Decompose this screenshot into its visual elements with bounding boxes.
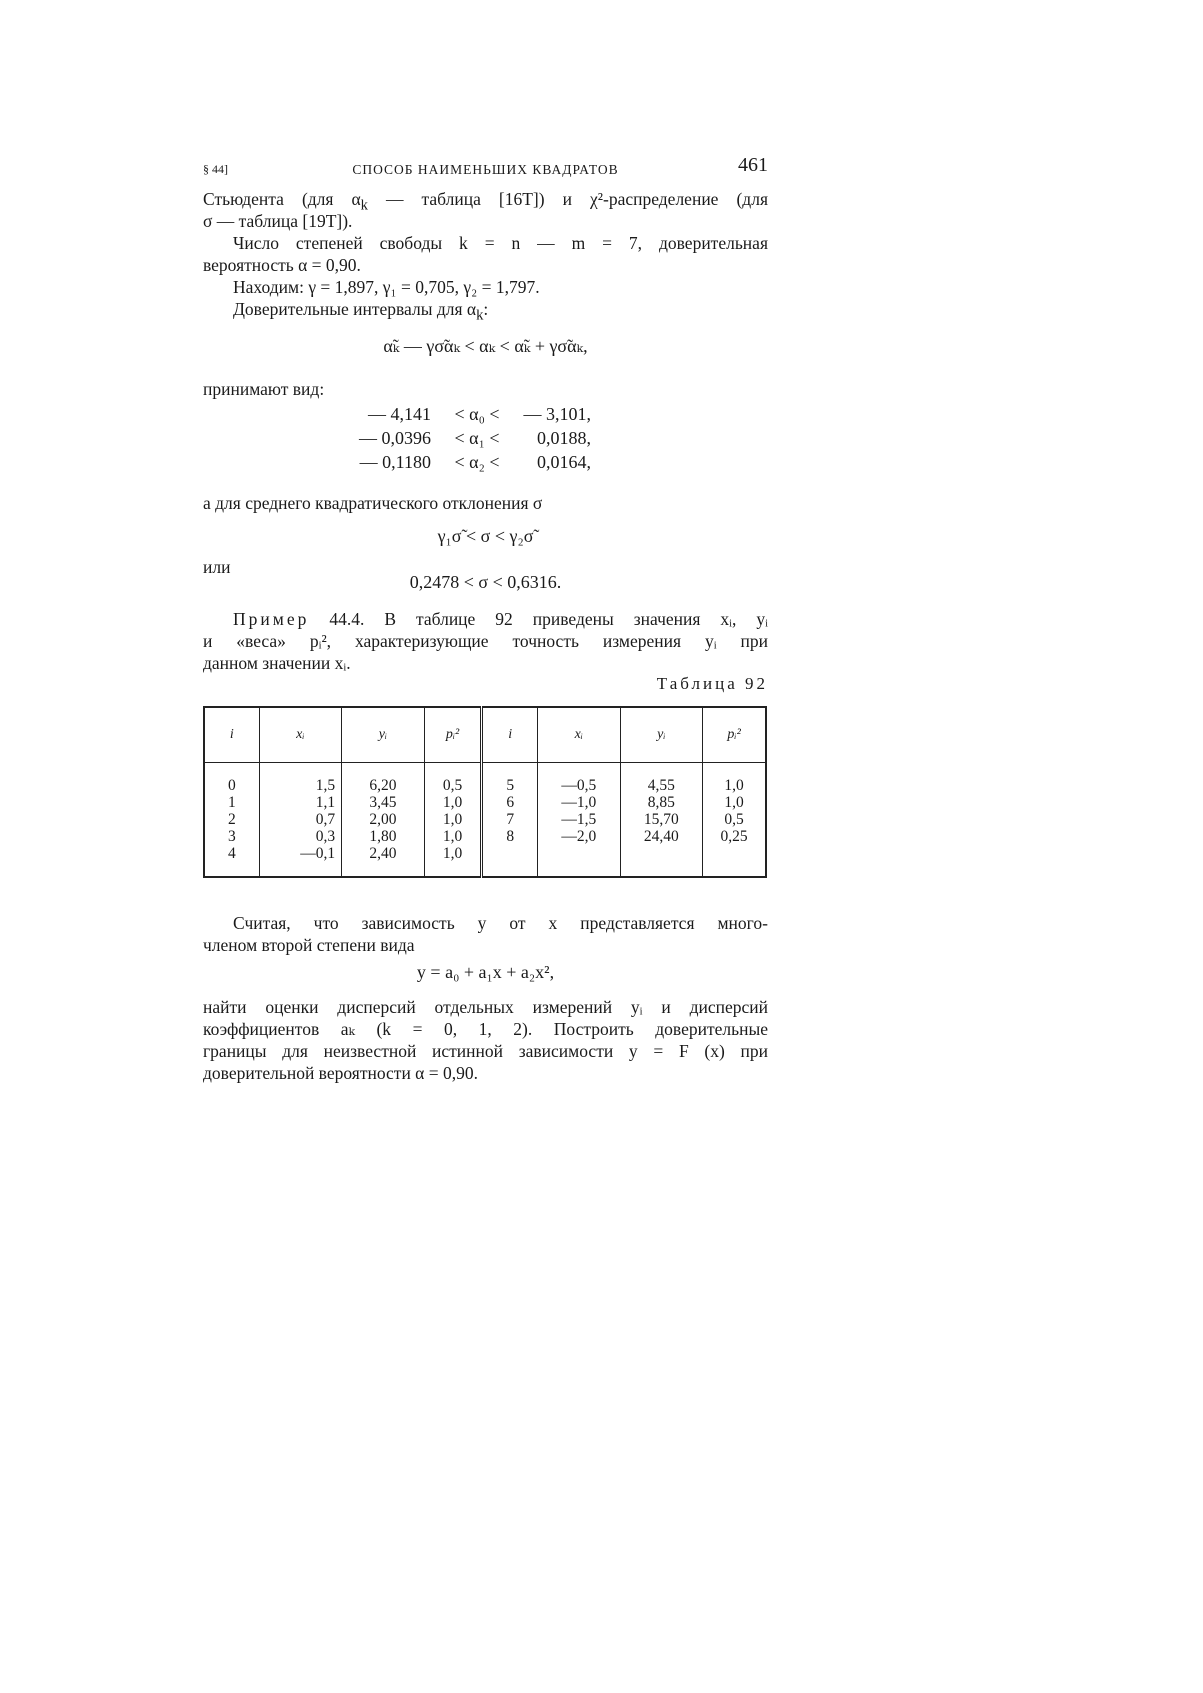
paragraph-6: а для среднего квадратического отклонения σ [203, 493, 543, 513]
paragraph-8-line-2: членом второй степени вида [203, 935, 415, 955]
col-p-right: 1,0 1,0 0,5 0,25 [703, 763, 766, 878]
example-line-2: и «веса» pᵢ², характеризующие точность измерения yᵢ при [203, 631, 768, 651]
paragraph-2: Число степеней свободы k = n — m = 7, доверительная [233, 233, 768, 253]
col-i-left: 0 1 2 3 4 [204, 763, 259, 878]
col-header: i [204, 707, 259, 763]
paragraph-1-line-2: σ — таблица [19Т]). [203, 211, 353, 231]
formula-polynomial: y = a₀ + a₁x + a₂x², [416, 962, 555, 982]
chapter-title: СПОСОБ НАИМЕНЬШИХ КВАДРАТОВ [352, 162, 619, 177]
col-header: yᵢ [342, 707, 425, 763]
table-body-row [204, 763, 766, 878]
col-header: pᵢ² [424, 707, 482, 763]
paragraph-9: найти оценки дисперсий отдельных измерений yᵢ и дисперсий [203, 997, 768, 1017]
col-header: xᵢ [538, 707, 620, 763]
paragraph-2-line-2: вероятность α = 0,90. [203, 255, 361, 275]
col-header: pᵢ² [703, 707, 766, 763]
paragraph-9-line-3: границы для неизвестной истинной зависимости y = F (x) при [203, 1041, 768, 1061]
col-header: yᵢ [620, 707, 703, 763]
paragraph-5: принимают вид: [203, 379, 325, 399]
example-44-4: Пример 44.4. В таблице 92 приведены значения xᵢ, yᵢ [233, 609, 768, 629]
paragraph-4: Доверительные интервалы для $\alpha_k$: [233, 299, 489, 324]
table-caption: Таблица 92 [656, 674, 768, 693]
paragraph-3: Находим: γ = 1,897, γ₁ = 0,705, γ₂ = 1,797. [233, 277, 540, 297]
example-line-3: данном значении xᵢ. [203, 653, 351, 673]
formula-sigma-values: 0,2478 < σ < 0,6316. [409, 572, 562, 592]
paragraph-9-line-4: доверительной вероятности α = 0,90. [203, 1063, 478, 1083]
inequality-a0: — 4,141 < α₀ < — 3,101, [368, 404, 591, 424]
page-number: 461 [738, 154, 768, 176]
inequality-a2: — 0,1180 < α₂ < 0,0164, [359, 452, 591, 472]
data-table [203, 706, 767, 878]
formula-confidence-intervals: α̃ₖ — γσ̃αₖ < αₖ < α̃ₖ + γσ̃αₖ, [383, 336, 588, 356]
col-y-right: 4,55 8,85 15,70 24,40 [620, 763, 703, 878]
running-header [203, 156, 768, 180]
section-ref: § 44] [203, 162, 228, 176]
col-p-left: 0,5 1,0 1,0 1,0 1,0 [424, 763, 482, 878]
paragraph-8: Считая, что зависимость y от x представляется много- [233, 913, 768, 933]
col-x-right: —0,5 —1,0 —1,5 —2,0 [538, 763, 620, 878]
col-header: xᵢ [259, 707, 341, 763]
inequality-a1: — 0,0396 < α₁ < 0,0188, [359, 428, 591, 448]
paragraph-9-line-2: коэффициентов aₖ (k = 0, 1, 2). Построить доверительные [203, 1019, 768, 1039]
formula-sigma-interval: γ₁σ̃ < σ < γ₂σ̃ [437, 526, 534, 546]
col-x-left: 1,5 1,1 0,7 0,3 —0,1 [259, 763, 341, 878]
col-header: i [482, 707, 538, 763]
col-i-right: 5 6 7 8 [482, 763, 538, 878]
paragraph-7: или [203, 557, 231, 577]
table-header-row [204, 707, 766, 763]
col-y-left: 6,20 3,45 2,00 1,80 2,40 [342, 763, 425, 878]
paragraph-1: Стьюдента (для $\alpha_k$ — таблица [16Т]) и χ²-распределение (для [203, 189, 768, 214]
